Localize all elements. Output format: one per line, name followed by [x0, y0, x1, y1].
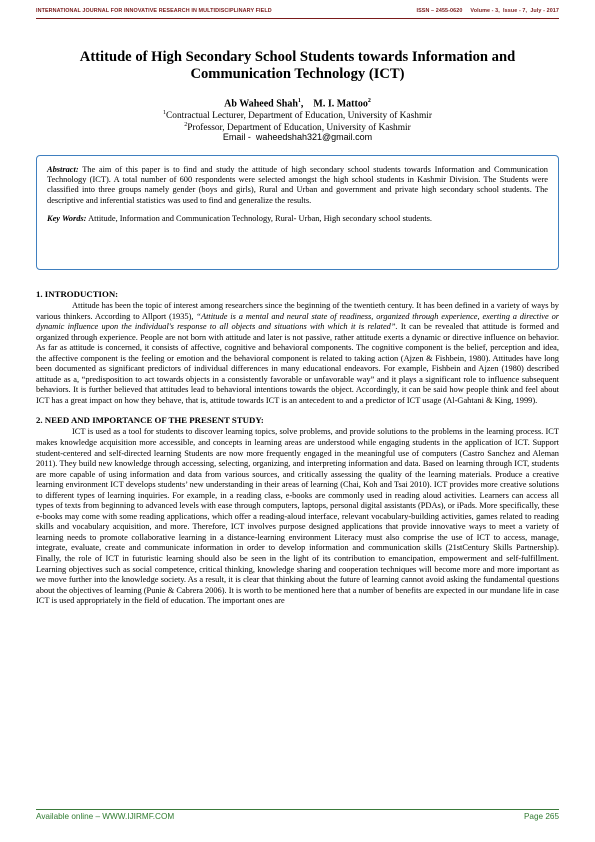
email-line [40, 132, 555, 143]
section-heading-need: 2. NEED AND IMPORTANCE OF THE PRESENT STUDY: [36, 415, 264, 426]
intro-text-before-quote: Attitude has been the topic of interest among researchers since the beginning of the twentieth century. It has been defined in a variety of ways by various thinkers. According to Allport (1935), [36, 301, 559, 321]
author-separator: , [300, 98, 304, 110]
abstract [47, 165, 548, 206]
page-number: Page 265 [523, 812, 559, 821]
header-rule [36, 18, 559, 19]
intro-text-after-quote: It can be revealed that attitude is formed and organized through experience. People are not born with attitude and later is not passive, rather attitude exerts a dynamic or directive influence on behavior. As far as attitude is concerned, it consists of affective, cognitive and behavioral components. The cognitive component is the belief, perception and idea, the affective component is the feeling or emotion and the behavioral component is related to taking action (Ajzen & Fishbein, 1980). Attitudes have long been documented as significant predictors of individual differences in many educational endeavors. For example, Fishbein and Ajzen (1980) described attitude as a, “predisposition to act towards objects in a consistently favorable or unfavorable way” and it plays a significant role to influence subsequent behaviors. It is further believed that attitudes lead to behavioral intentions towards the object. Accordingly, it can be said how people think and feel about ICT has a great impact on how they behave, that is, attitude towards ICT is an antecedent to and a predictor of ICT usage (Al-Gahtani & King, 1999). [36, 322, 559, 405]
abstract-box [36, 155, 559, 270]
keywords-label: Key Words: [47, 213, 87, 223]
footer-rule [36, 809, 559, 810]
issn-volume-info: ISSN – 2455-0620 Volume - 3, Issue - 7, July - 2017 [416, 8, 559, 14]
journal-name: INTERNATIONAL JOURNAL FOR INNOVATIVE RESEARCH IN MULTIDISCIPLINARY FIELD [36, 8, 272, 14]
author-1-sup: 1 [297, 98, 301, 104]
author-2: M. I. Mattoo [313, 98, 368, 110]
affiliation-2-text: Professor, Department of Education, University of Kashmir [187, 123, 411, 134]
email-address: waheedshah321@gmail.com [255, 132, 373, 142]
website-link[interactable]: Available online – WWW.IJIRMF.COM [36, 812, 175, 821]
email-label: Email - [222, 132, 251, 142]
affiliation-1-sup: 1 [163, 110, 167, 116]
keywords [47, 214, 548, 224]
paper-title: Attitude of High Secondary School Students towards Information and Communication Technology (ICT) [79, 49, 516, 82]
running-header [36, 8, 559, 14]
need-paragraph: ICT is used as a tool for students to discover learning topics, solve problems, and provide solutions to the problems in the learning process. ICT makes knowledge acquisition more accessible, and concepts in learning areas are understood while engaging students in the application of ICT. Support student-centered and self-directed learning Students are now more frequently engaged in the meaningful use of computers (Castro Sanchez and Aleman 2011). They build new knowledge through accessing, selecting, organizing, and interpreting information and data. Based on learning through ICT, students are more capable of using information and data from various sources, and critically assessing the quality of the learning materials. Produce a creative learning environment ICT develops students’ new understanding in their areas of learning (Chai, Koh and Tsai 2010). ICT provides more creative solutions to different types of learning inquiries. For example, in a reading class, e-books are commonly used in reading aloud activities. Learners can access all types of texts from beginning to advanced levels with ease through computers, laptops, personal digital assistants (PDAs), or iPads. More specifically, these e-books may come with some reading applications, which offer a reading-aloud interface, relevant vocabulary-building activities, games related to reading skills and vocabulary acquisition, and more. Therefore, ICT involves purpose designed applications that provide innovative ways to meet a variety of learning needs to promote collaborative learning in a distance-learning environment Literacy must also comprise the use of ICT to access, manage, integrate, evaluate, create and communicate information in order to develop information and communication skills (21stCentury Skills Partnership). Finally, the role of ICT in futuristic learning should also be seen in the light of its contribution to emancipation, empowerment and self-fulfillment. Learning objectives such as social competence, critical thinking, knowledge sharing and cooperation techniques will become more and more important as we move further into the knowledge society. As a result, it is clear that thinking about the future of learning cannot avoid asking the fundamental questions about the objectives of learning (Punie & Cabrera 2006). It is worth to be mentioned here that a number of benefits are expected in our mundane life in case ICT is used appropriately in the field of education. The important ones are [36, 427, 559, 606]
section-gap [36, 406, 559, 415]
page-footer [36, 812, 559, 821]
abstract-text: The aim of this paper is to find and study the attitude of high secondary school students towards Information and Communication Technology (ICT). A total number of 600 respondents were selected amongst the high school students in Kashmir Division. The Students were classified into three groups namely gender (boys and girls), Rural and Urban and government and private high secondary school students. The descriptive and inferential statistics was used to find and generalize the results. [47, 165, 548, 205]
affiliation-2-sup: 2 [184, 122, 188, 128]
author-2-sup: 2 [367, 98, 371, 104]
article-body [36, 289, 559, 808]
affiliation-1-text: Contractual Lecturer, Department of Education, University of Kashmir [166, 111, 432, 122]
introduction-paragraph [36, 301, 559, 406]
author-1: Ab Waheed Shah [224, 98, 298, 110]
abstract-label: Abstract: [47, 165, 79, 174]
section-heading-introduction: 1. INTRODUCTION: [36, 289, 119, 299]
keywords-text: Attitude, Information and Communication Technology, Rural- Urban, High secondary school students. [88, 213, 433, 223]
allport-quote: “Attitude is a mental and neural state of readiness, organized through experience, exerting a directive or dynamic influence upon the individual's response to all objects and situations with which it is related”. [36, 311, 559, 332]
